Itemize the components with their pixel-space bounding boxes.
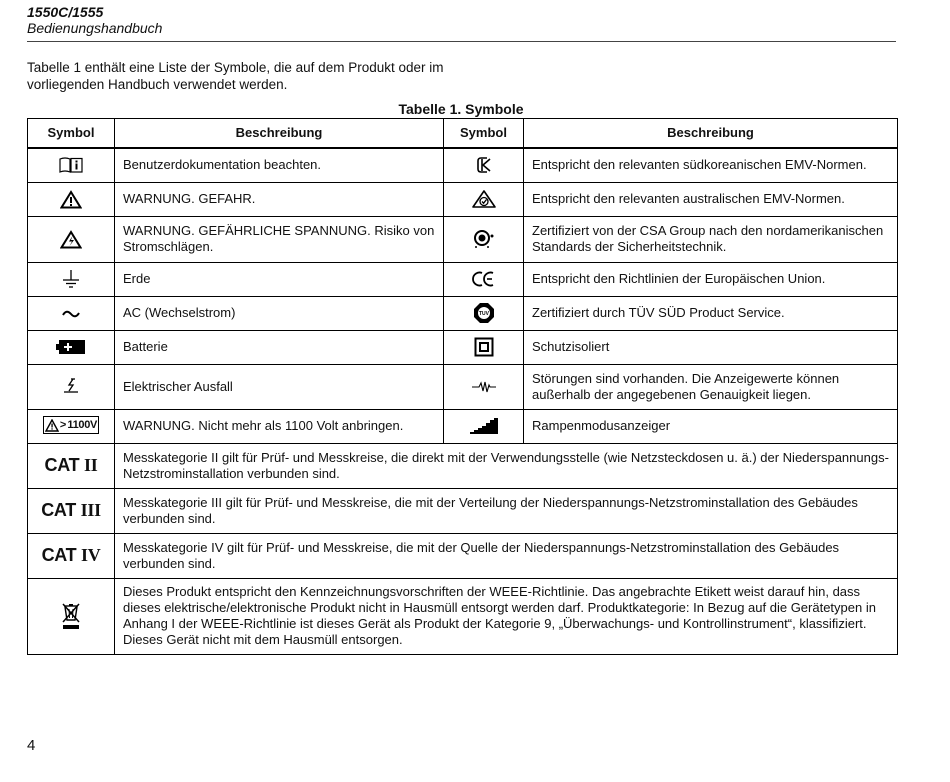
max-voltage-gt: > [59, 419, 67, 432]
weee-bin-icon [60, 601, 82, 631]
double-insulation-icon [474, 337, 494, 357]
col-header-description: Beschreibung [115, 119, 444, 149]
description-cell: Störungen sind vorhanden. Die Anzeigewerte können außerhalb der angegebenen Genauigkeit liegen. [524, 364, 898, 409]
symbol-cell [28, 182, 115, 216]
description-cell: AC (Wechselstrom) [115, 296, 444, 330]
table-row [28, 148, 898, 182]
table-caption: Tabelle 1. Symbole [398, 101, 524, 117]
description-cell: Entspricht den Richtlinien der Europäischen Union. [524, 262, 898, 296]
noise-icon [471, 380, 497, 394]
description-cell: Schutzisoliert [524, 330, 898, 364]
symbol-cell [28, 533, 115, 578]
description-cell: Benutzerdokumentation beachten. [115, 148, 444, 182]
symbol-cell [28, 296, 115, 330]
earth-ground-icon [61, 269, 81, 289]
symbol-cell [28, 148, 115, 182]
description-cell: Rampenmodusanzeiger [524, 409, 898, 443]
symbol-cell [28, 488, 115, 533]
page-number: 4 [27, 737, 36, 754]
cat-ii-symbol: CAT II [44, 454, 98, 475]
description-cell: Dieses Produkt entspricht den Kennzeichnungsvorschriften der WEEE-Richtlinie. Das angebrachte Etikett weist darauf hin, dass dieses elektrische/elektronische Produkt nicht in Hausmüll entsorgt werden darf. Produktkategorie: In Bezug auf die Gerätetypen in Anhang I der WEEE-Richtlinie ist dieses Gerät als Produkt der Kategorie 9, „Überwachungs- und Kontrollinstrument“, klassifiziert. Dieses Gerät nicht mit dem Hausmüll entsorgen. [115, 578, 898, 654]
symbol-cell [28, 330, 115, 364]
description-cell: Zertifiziert von der CSA Group nach den nordamerikanischen Standards der Sicherheitstechnik. [524, 216, 898, 262]
description-cell: Elektrischer Ausfall [115, 364, 444, 409]
description-cell: Entspricht den relevanten australischen EMV-Normen. [524, 182, 898, 216]
rcm-mark-icon [471, 189, 497, 209]
warning-triangle-icon [60, 190, 82, 209]
high-voltage-warning-icon [60, 230, 82, 249]
manual-title: Bedienungshandbuch [27, 20, 163, 36]
description-cell: WARNUNG. GEFÄHRLICHE SPANNUNG. Risiko von Stromschlägen. [115, 216, 444, 262]
symbol-cell [444, 262, 524, 296]
col-header-symbol: Symbol [444, 119, 524, 149]
symbol-cell [444, 296, 524, 330]
symbol-cell [28, 578, 115, 654]
breakdown-icon [60, 376, 82, 398]
col-header-description: Beschreibung [524, 119, 898, 149]
symbol-cell [28, 409, 115, 443]
description-cell: Messkategorie III gilt für Prüf- und Messkreise, die mit der Verteilung der Niederspannungs-Netzstrominstallation des Gebäudes verbunden sind. [115, 488, 898, 533]
table-row [28, 488, 898, 533]
table-row [28, 330, 898, 364]
symbol-cell [28, 216, 115, 262]
description-cell: Entspricht den relevanten südkoreanischen EMV-Normen. [524, 148, 898, 182]
symbol-cell [444, 182, 524, 216]
table-row [28, 409, 898, 443]
cat-iv-symbol: CAT IV [41, 544, 101, 565]
intro-line: Tabelle 1 enthält eine Liste der Symbole, die auf dem Produkt oder im [27, 60, 444, 75]
symbol-cell [444, 364, 524, 409]
table-row [28, 296, 898, 330]
table-row [28, 533, 898, 578]
table-header-row [28, 119, 898, 149]
col-header-symbol: Symbol [28, 119, 115, 149]
manual-book-icon [58, 156, 84, 174]
max-voltage-icon [43, 416, 99, 434]
description-cell: Zertifiziert durch TÜV SÜD Product Service. [524, 296, 898, 330]
table-row [28, 182, 898, 216]
description-cell: Batterie [115, 330, 444, 364]
header-rule [27, 41, 896, 42]
table-row [28, 578, 898, 654]
tuv-mark-icon [473, 302, 495, 324]
warning-triangle-icon [45, 419, 59, 432]
ramp-indicator-icon [468, 417, 500, 435]
symbol-cell [444, 330, 524, 364]
table-row [28, 216, 898, 262]
battery-icon [56, 339, 86, 355]
table-row [28, 443, 898, 488]
model-name: 1550C/1555 [27, 4, 104, 20]
description-cell: WARNUNG. GEFAHR. [115, 182, 444, 216]
ce-mark-icon [472, 270, 496, 288]
description-cell: WARNUNG. Nicht mehr als 1100 Volt anbringen. [115, 409, 444, 443]
symbol-cell [28, 443, 115, 488]
description-cell: Messkategorie IV gilt für Prüf- und Messkreise, die mit der Quelle der Niederspannungs-Netzstrominstallation des Gebäudes verbunden sind. [115, 533, 898, 578]
symbol-cell [28, 262, 115, 296]
symbol-cell [444, 148, 524, 182]
symbol-cell [444, 409, 524, 443]
description-cell: Erde [115, 262, 444, 296]
symbol-cell [28, 364, 115, 409]
symbols-table [27, 118, 898, 655]
intro-line: vorliegenden Handbuch verwendet werden. [27, 77, 288, 92]
kc-mark-icon [476, 156, 492, 174]
symbol-cell [444, 216, 524, 262]
svg-text:TUV: TUV [478, 311, 489, 317]
intro-paragraph [27, 59, 457, 93]
page-header [27, 4, 162, 37]
table-row [28, 262, 898, 296]
table-row [28, 364, 898, 409]
cat-iii-symbol: CAT III [41, 499, 101, 520]
csa-mark-icon [471, 228, 497, 250]
ac-wave-icon [62, 308, 80, 320]
max-voltage-label: 1100V [67, 419, 98, 432]
description-cell: Messkategorie II gilt für Prüf- und Messkreise, die direkt mit der Verwendungsstelle (wie Netzsteckdosen u. ä.) der Niederspannungs-Netzstrominstallation verbunden sind. [115, 443, 898, 488]
